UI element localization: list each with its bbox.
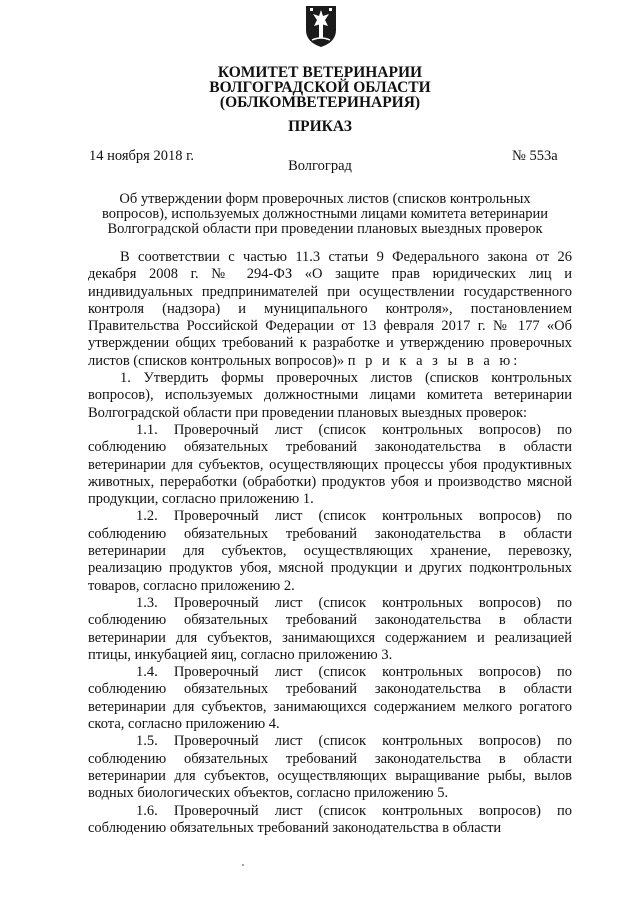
document-city: Волгоград — [288, 158, 352, 174]
item-1-2: 1.2. Проверочный лист (список контрольных вопросов) по соблюдению обязательных требований законодательства в области ветеринарии для субъектов, осуществляющих хранение, перевозку, реализацию продуктов убоя, мясной продукции и других подконтрольных товаров, согласно приложению 2. — [88, 508, 572, 594]
document-subject: Об утверждении форм проверочных листов (списков контрольных вопросов), используемых должностными лицами комитета ветеринарии Волгоградской области при проведении плановых выездных проверок — [102, 191, 548, 237]
item-1: 1. Утвердить формы проверочных листов (списков контрольных вопросов), используемых должностными лицами комитета ветеринарии Волгоградской области при проведении плановых выездных проверок: — [88, 370, 572, 421]
document-date: 14 ноября 2018 г. — [89, 148, 195, 164]
item-1-3: 1.3. Проверочный лист (список контрольных вопросов) по соблюдению обязательных требований законодательства в области ветеринарии для субъектов, занимающихся содержанием и реализацией птицы, инкубацией яиц, согласно приложению 3. — [88, 594, 572, 663]
scan-speck — [242, 864, 244, 866]
item-1-4: 1.4. Проверочный лист (список контрольных вопросов) по соблюдению обязательных требований законодательства в области ветеринарии для субъектов, занимающихся содержанием мелкого рогатого скота, согласно приложению 4. — [88, 664, 572, 733]
item-1-6: 1.6. Проверочный лист (список контрольных вопросов) по соблюдению обязательных требований законодательства в области — [88, 802, 572, 836]
item-1-1: 1.1. Проверочный лист (список контрольных вопросов) по соблюдению обязательных требований законодательства в области ветеринарии для субъектов, осуществляющих процессы убоя продуктивных животных, переработки (обработки) продуктов убоя и производство мясной продукции, согласно приложению 1. — [88, 421, 572, 508]
organization-name-line-2: ВОЛГОГРАДСКОЙ ОБЛАСТИ — [209, 79, 431, 96]
item-1-5: 1.5. Проверочный лист (список контрольных вопросов) по соблюдению обязательных требований законодательства в области ветеринарии для субъектов, осуществляющих выращивание рыбы, вылов водных биологических объектов, согласно приложению 5. — [88, 733, 572, 802]
order-word: п р и к а з ы в а ю: — [347, 352, 521, 369]
document-body — [88, 249, 572, 837]
document-number: № 553а — [512, 148, 558, 164]
coat-of-arms-icon — [304, 4, 338, 48]
organization-name-line-3: (ОБЛКОМВЕТЕРИНАРИЯ) — [219, 94, 421, 111]
preamble-paragraph — [88, 249, 572, 370]
preamble-text: В соответствии с частью 11.3 статьи 9 Федерального закона от 26 декабря 2008 г. № 294-ФЗ «О защите прав юридических лиц и индивидуальных предпринимателей при осуществлении государственного контроля (надзора) и муниципального контроля», постановлением Правительства Российской Федерации от 13 февраля 2017 г. № 177 «Об утверждении общих требований к разработке и утверждению проверочных листов (списков контрольных вопросов)» — [88, 249, 572, 369]
document-type-title: ПРИКАЗ — [288, 118, 352, 135]
organization-name-line-1: КОМИТЕТ ВЕТЕРИНАРИИ — [217, 64, 423, 81]
